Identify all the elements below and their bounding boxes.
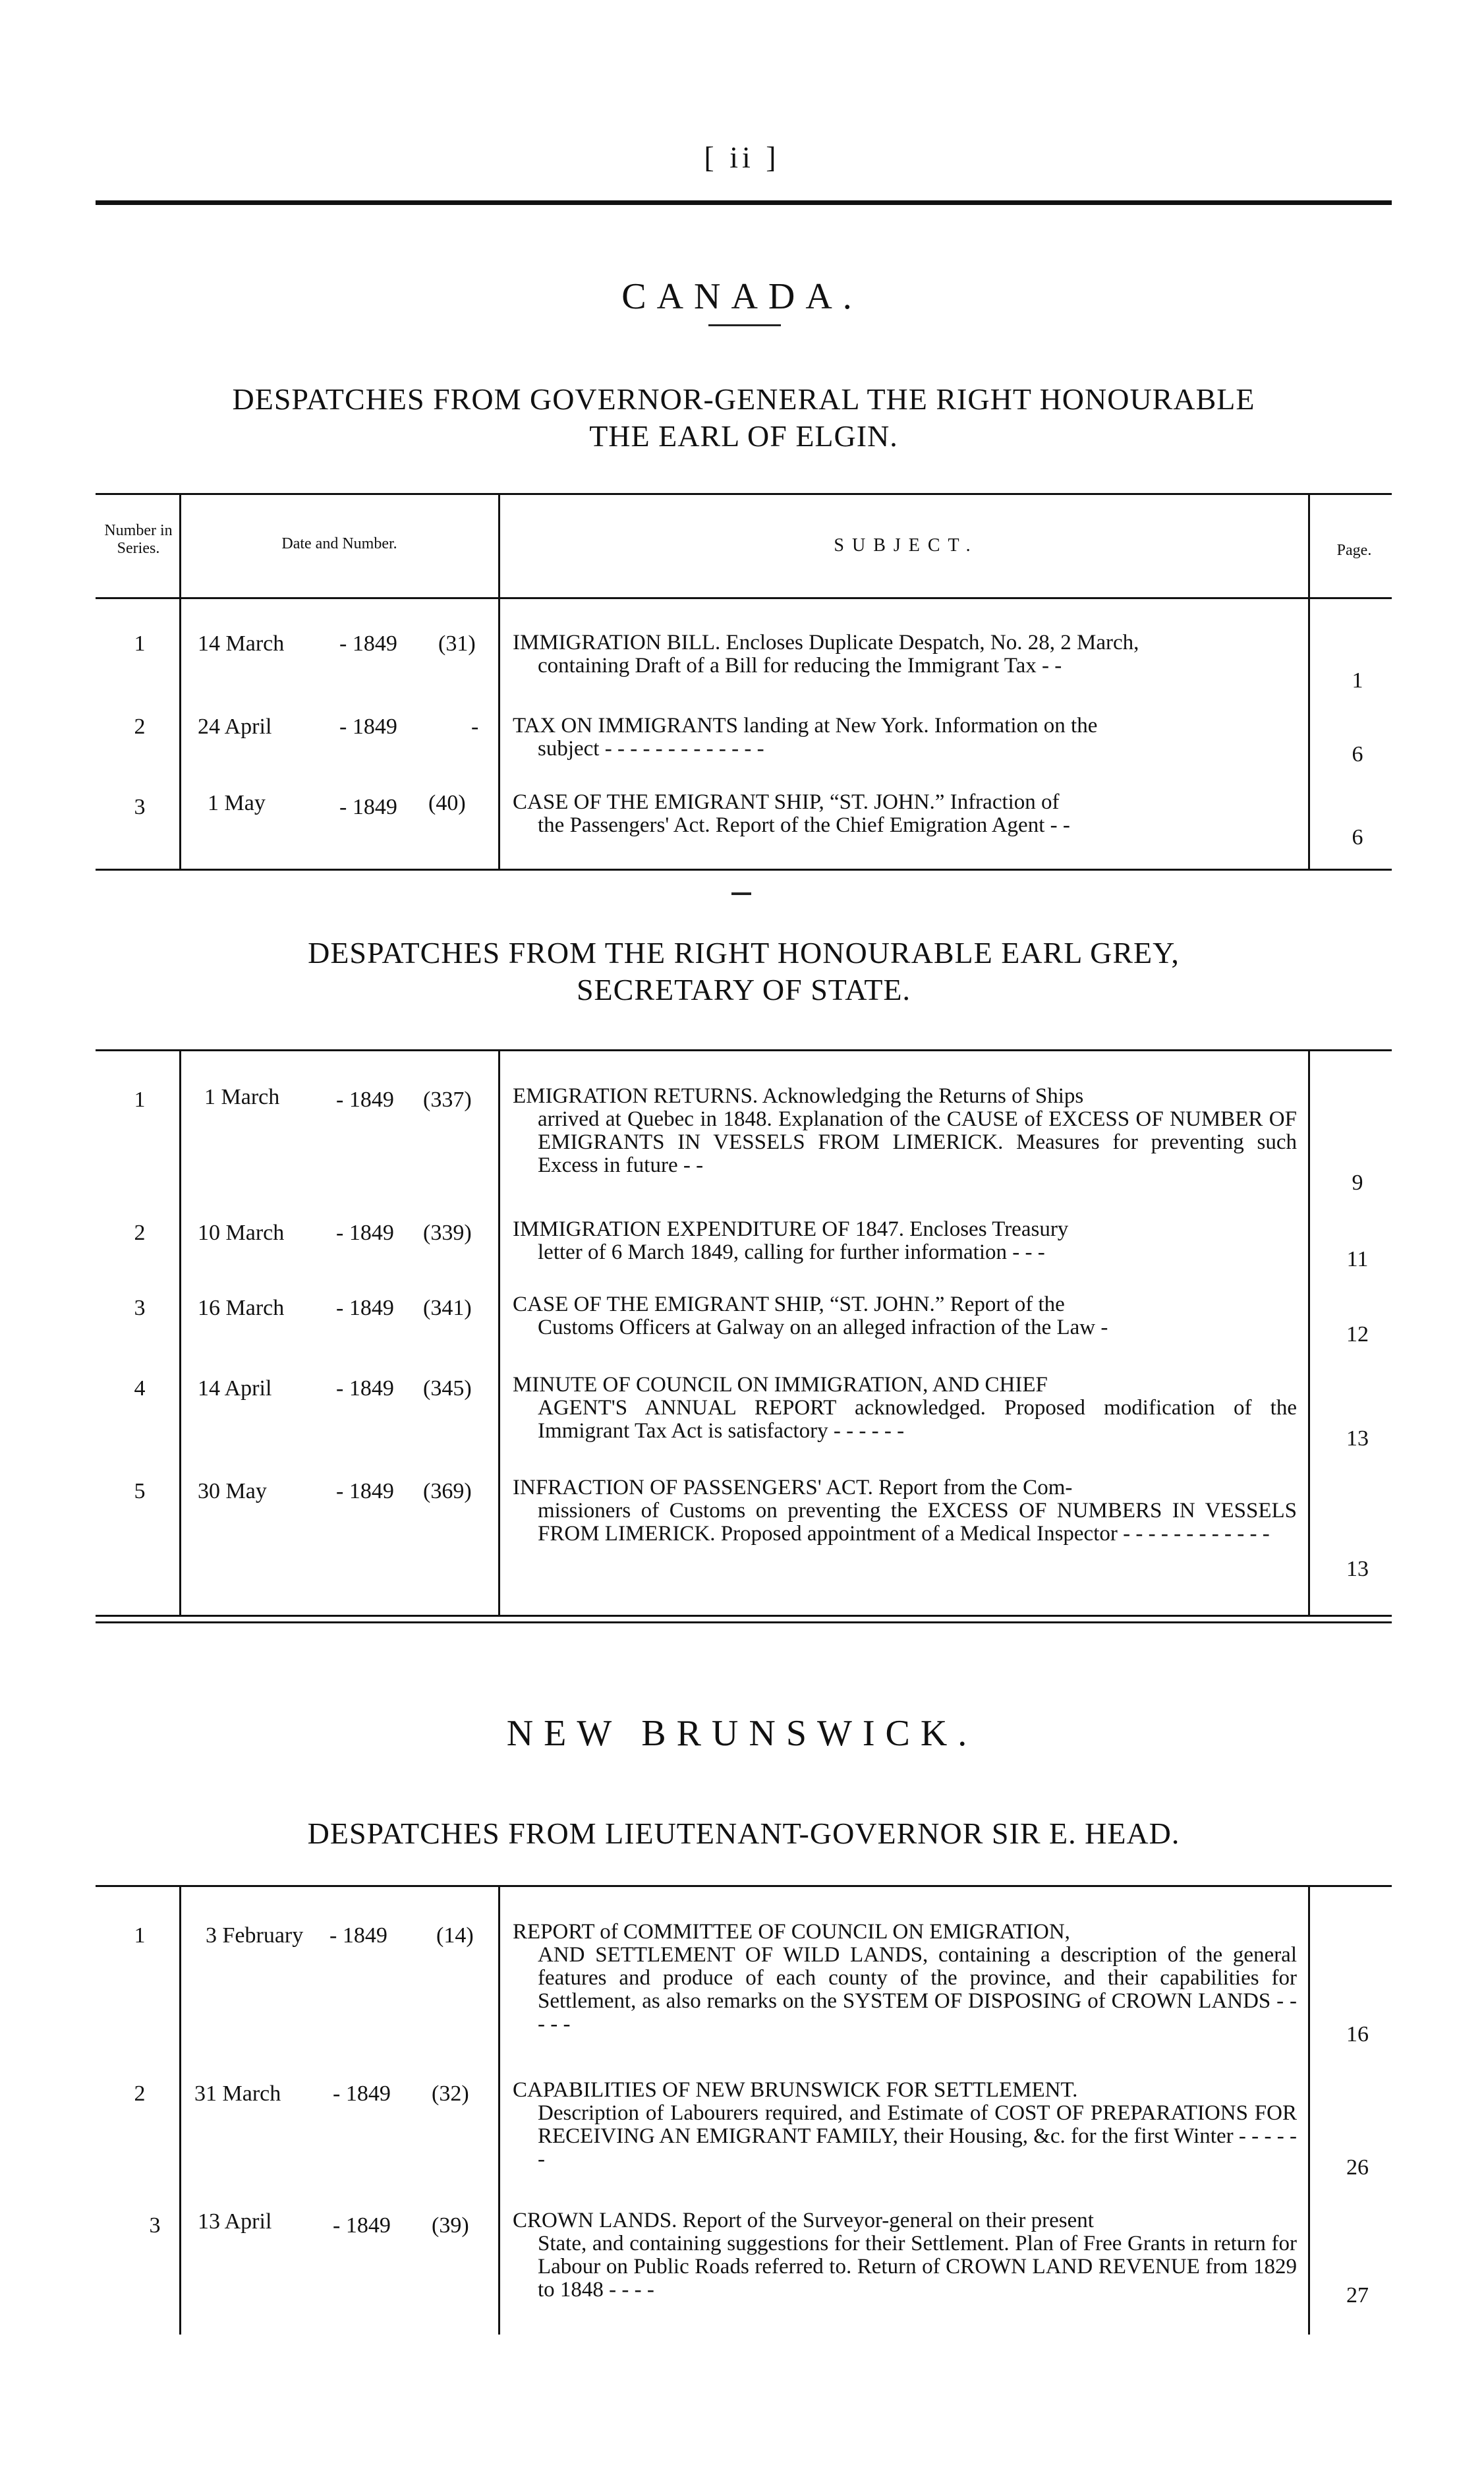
subject-rest: Description of Labourers required, and Estimate of COST OF PREPARATIONS FOR RECEIVING AN EMIGRANT FAMILY, their Housing, &c. for the first Winter - - - - - - [538,2101,1297,2171]
row-subject [513,1293,1297,1339]
row-number: 4 [134,1376,146,1401]
row-date: 31 March [194,2081,281,2106]
subject-first-line: INFRACTION OF PASSENGERS' ACT. Report from the Com- [513,1476,1073,1499]
row-number: 3 [134,1296,146,1320]
column-divider [498,494,500,869]
row-number: 3 [149,2213,161,2238]
col-header-subject: SUBJECT. [834,535,979,556]
header-rule [96,200,1392,205]
heading-line: SECRETARY OF STATE. [576,973,911,1006]
subject-first-line: CASE OF THE EMIGRANT SHIP, “ST. JOHN.” Infraction of [513,790,1060,814]
row-ref: (369) [423,1479,472,1503]
subject-rest: subject - - - - - - - - - - - - - [538,737,764,761]
column-divider [179,1051,181,1616]
row-subject [513,1921,1297,2036]
row-number: 2 [134,714,146,739]
row-number: 1 [134,631,146,656]
row-ref: (39) [432,2213,469,2238]
subject-first-line: IMMIGRATION BILL. Encloses Duplicate Despatch, No. 28, 2 March, [513,631,1139,654]
subject-first-line: MINUTE OF COUNCIL ON IMMIGRATION, AND CHIEF [513,1373,1048,1397]
subject-first-line: CASE OF THE EMIGRANT SHIP, “ST. JOHN.” Report of the [513,1293,1065,1316]
row-ref: (40) [428,791,466,815]
column-divider [179,1886,181,2335]
subject-rest: Customs Officers at Galway on an alleged infraction of the Law - [538,1316,1108,1339]
country-title-canada: CANADA. [621,276,863,317]
subject-rest: missioners of Customs on preventing the EXCESS OF NUMBERS IN VESSELS FROM LIMERICK. Proposed appointment of a Medical Inspector - - - - - - - - - - - - [538,1499,1297,1546]
group-heading-elgin [96,381,1392,455]
subject-rest: letter of 6 March 1849, calling for further information - - - [538,1240,1045,1264]
row-ref: (341) [423,1296,472,1320]
row-year: - 1849 [329,1923,387,1948]
subject-first-line: TAX ON IMMIGRANTS landing at New York. Information on the [513,714,1098,738]
row-page: 16 [1346,2022,1369,2047]
subject-first-line: REPORT of COMMITTEE OF COUNCIL ON EMIGRATION, [513,1920,1070,1944]
row-year: - 1849 [336,1296,394,1320]
col-header-number: Number in Series. [104,522,173,557]
row-date: 24 April [198,714,272,739]
row-subject [513,2079,1297,2171]
row-subject [513,791,1297,837]
row-subject [513,1476,1297,1546]
section-divider-dash [731,892,751,895]
row-year: - 1849 [333,2081,391,2106]
row-number: 5 [134,1479,146,1503]
row-page: 13 [1346,1557,1369,1581]
table-top-rule [96,1049,1392,1051]
row-ref: - [471,714,479,739]
row-page: 1 [1352,668,1363,693]
row-year: - 1849 [339,714,397,739]
row-date: 14 April [198,1376,272,1401]
column-divider [1308,1886,1310,2335]
row-ref: (31) [438,631,476,656]
subject-first-line: CROWN LANDS. Report of the Surveyor-general on their present [513,2209,1094,2232]
row-page: 6 [1352,742,1363,767]
col-header-page: Page. [1336,542,1372,559]
subject-rest: AGENT'S ANNUAL REPORT acknowledged. Proposed modification of the Immigrant Tax Act is satisfactory - - - - - - [538,1396,1297,1443]
row-year: - 1849 [333,2213,391,2238]
heading-line: THE EARL OF ELGIN. [589,419,898,453]
row-subject [513,1085,1297,1177]
table-header-rule [96,597,1392,599]
row-ref: (14) [436,1923,474,1948]
row-subject [513,631,1297,678]
row-subject [513,1374,1297,1443]
subject-rest: containing Draft of a Bill for reducing the Immigrant Tax - - [538,654,1062,678]
row-subject [513,1218,1297,1264]
row-date: 13 April [198,2209,272,2234]
table-top-rule [96,1885,1392,1887]
subject-rest: AND SETTLEMENT OF WILD LANDS, containing a description of the general features and produce of each county of the province, and their capabilities for Settlement, as also remarks on the SYSTEM OF DISPOSING of CROWN LANDS - - - - - [538,1943,1297,2036]
table-bottom-rule [96,869,1392,871]
country-title-new-brunswick: NEW BRUNSWICK. [506,1713,978,1754]
row-number: 2 [134,1221,146,1245]
subject-first-line: CAPABILITIES OF NEW BRUNSWICK FOR SETTLEMENT. [513,2078,1078,2102]
subject-first-line: IMMIGRATION EXPENDITURE OF 1847. Encloses Treasury [513,1217,1069,1241]
row-date: 30 May [198,1479,267,1503]
row-number: 1 [134,1923,146,1948]
row-page: 9 [1352,1171,1363,1195]
row-date: 1 March [204,1085,280,1109]
group-heading-head [96,1815,1392,1852]
column-divider [1308,1051,1310,1616]
row-year: - 1849 [339,795,397,819]
column-divider [498,1051,500,1616]
row-year: - 1849 [339,631,397,656]
row-number: 3 [134,795,146,819]
row-page: 11 [1346,1247,1369,1271]
row-date: 3 February [206,1923,304,1948]
heading-line: DESPATCHES FROM GOVERNOR-GENERAL THE RIGHT HONOURABLE [232,382,1255,416]
row-subject [513,2209,1297,2302]
table-top-rule [96,493,1392,495]
row-year: - 1849 [336,1221,394,1245]
row-page: 12 [1346,1322,1369,1347]
row-date: 10 March [198,1221,285,1245]
column-divider [1308,494,1310,869]
row-year: - 1849 [336,1376,394,1401]
subject-first-line: EMIGRATION RETURNS. Acknowledging the Returns of Ships [513,1084,1084,1108]
title-underline [708,324,781,326]
row-date: 1 May [208,791,266,815]
row-number: 2 [134,2081,146,2106]
heading-line: DESPATCHES FROM THE RIGHT HONOURABLE EARL GREY, [308,936,1180,970]
table-bottom-rule-double [96,1621,1392,1623]
row-ref: (339) [423,1221,472,1245]
subject-rest: the Passengers' Act. Report of the Chief Emigration Agent - - [538,813,1070,837]
row-date: 14 March [198,631,285,656]
page-number: [ ii ] [704,140,780,174]
table-bottom-rule [96,1615,1392,1617]
row-ref: (32) [432,2081,469,2106]
col-header-date: Date and Number. [281,535,397,552]
row-page: 26 [1346,2155,1369,2180]
subject-rest: arrived at Quebec in 1848. Explanation of the CAUSE of EXCESS OF NUMBER OF EMIGRANTS IN VESSELS FROM LIMERICK. Measures for preventing such Excess in future - - [538,1107,1297,1177]
row-page: 27 [1346,2283,1369,2308]
row-subject [513,714,1297,761]
row-ref: (337) [423,1088,472,1112]
row-date: 16 March [198,1296,285,1320]
row-page: 6 [1352,825,1363,850]
row-number: 1 [134,1088,146,1112]
column-divider [179,494,181,869]
row-year: - 1849 [336,1479,394,1503]
column-divider [498,1886,500,2335]
row-year: - 1849 [336,1088,394,1112]
heading-line: DESPATCHES FROM LIEUTENANT-GOVERNOR SIR E. HEAD. [307,1816,1180,1850]
group-heading-earl-grey [96,935,1392,1008]
subject-rest: State, and containing suggestions for their Settlement. Plan of Free Grants in return for Labour on Public Roads referred to. Return of CROWN LAND REVENUE from 1829 to 1848 - - - - [538,2232,1297,2302]
row-ref: (345) [423,1376,472,1401]
row-page: 13 [1346,1426,1369,1451]
